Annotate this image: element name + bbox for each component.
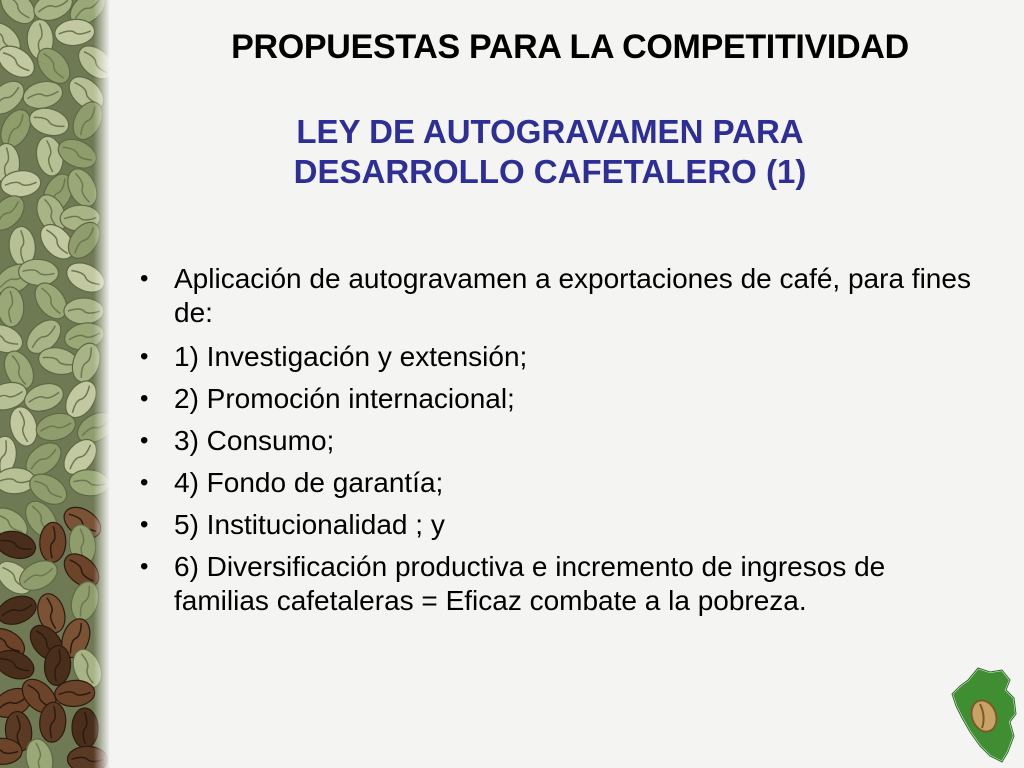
bullet-dot: •	[140, 343, 149, 370]
subtitle-line-2: DESARROLLO CAFETALERO (1)	[293, 153, 807, 190]
bullet-dot: •	[140, 553, 149, 580]
bullet-item	[128, 382, 978, 416]
slide-title: PROPUESTAS PARA LA COMPETITIVIDAD	[231, 28, 909, 66]
bullet-text: 6) Diversificación productiva e incremento de ingresos de familias cafetaleras = Eficaz combate a la pobreza.	[174, 551, 886, 616]
bullet-item	[128, 508, 978, 542]
bullet-item	[128, 550, 978, 618]
bullet-text: 2) Promoción internacional;	[174, 383, 515, 414]
subtitle-line-1: LEY DE AUTOGRAVAMEN PARA	[296, 113, 804, 150]
bullet-item	[128, 424, 978, 458]
bullet-item	[128, 466, 978, 500]
bullet-dot: •	[140, 265, 149, 292]
bullet-text: 3) Consumo;	[174, 425, 335, 456]
bullet-text: 1) Investigación y extensión;	[174, 341, 528, 372]
slide-subtitle	[200, 112, 900, 192]
coffee-beans-image	[0, 0, 110, 768]
bullet-dot: •	[140, 385, 149, 412]
bullet-dot: •	[140, 469, 149, 496]
bullet-text: Aplicación de autogravamen a exportaciones de café, para fines de:	[174, 263, 971, 328]
bullet-list	[128, 262, 978, 628]
bullet-item	[128, 262, 978, 330]
bullet-item	[128, 340, 978, 374]
peru-map-icon	[950, 666, 1020, 764]
bullet-dot: •	[140, 427, 149, 454]
bullet-text: 5) Institucionalidad ; y	[174, 509, 445, 540]
bullet-dot: •	[140, 511, 149, 538]
bullet-text: 4) Fondo de garantía;	[174, 467, 444, 498]
